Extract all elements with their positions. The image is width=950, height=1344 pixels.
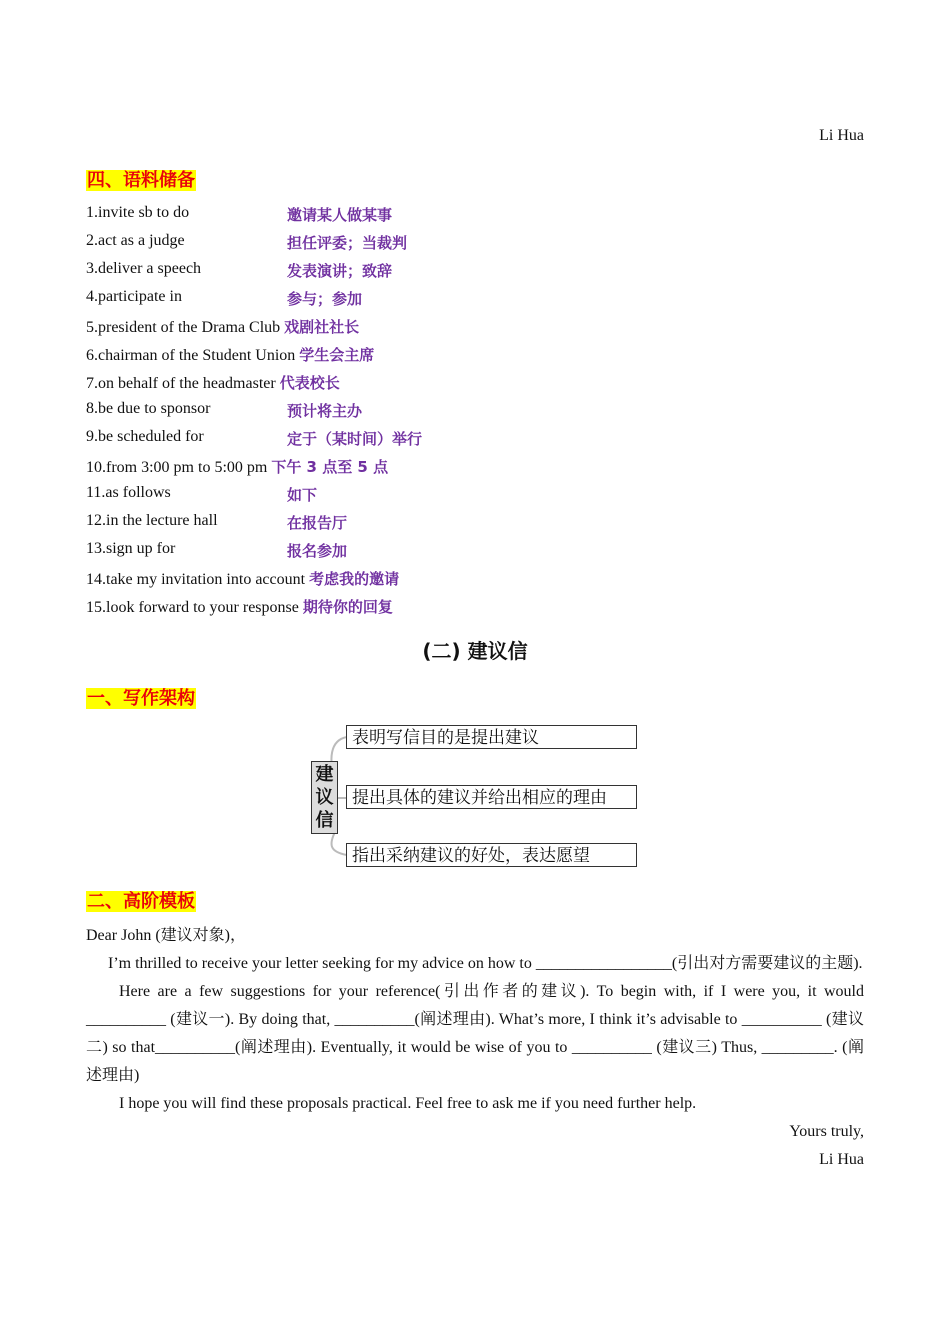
vocab-chinese: 担任评委；当裁判 xyxy=(287,234,408,252)
vocab-english: 12.in the lecture hall xyxy=(86,512,218,529)
vocab-item xyxy=(86,372,340,393)
vocab-item xyxy=(86,484,318,504)
vocab-item xyxy=(86,260,393,280)
diagram-branch-suggestions: 提出具体的建议并给出相应的理由 xyxy=(346,785,637,809)
section1-heading xyxy=(86,684,196,710)
letter-paragraph-2: Here are a few suggestions for your reference(引出作者的建议). To begin with, if I were you, it would __________ (建议一). By doing that, __________(阐述理由). What’s more, I think it’s advisable to __________ (建议二) so that__________(阐述理由). Eventually, it would be wise of you to __________ (建议三) Thus, _________. (阐述理由) xyxy=(86,983,864,1084)
vocab-item xyxy=(86,540,348,560)
vocab-chinese: 邀请某人做某事 xyxy=(287,206,393,224)
vocab-item xyxy=(86,596,393,617)
vocab-english: 13.sign up for xyxy=(86,540,176,557)
letter-paragraph-1: I’m thrilled to receive your letter seeking for my advice on how to _________________(引出对方需要建议的主题). xyxy=(108,955,863,972)
section2-heading xyxy=(86,887,196,913)
vocab-item xyxy=(86,204,393,224)
vocab-english: 2.act as a judge xyxy=(86,232,185,249)
vocab-english: 1.invite sb to do xyxy=(86,204,190,221)
vocab-item xyxy=(86,456,388,477)
vocab-english: 14.take my invitation into account xyxy=(86,571,306,588)
vocab-chinese: 戏剧社社长 xyxy=(284,318,360,336)
diagram-root-char: 议 xyxy=(315,787,334,808)
vocab-item xyxy=(86,568,399,589)
vocab-chinese: 参与；参加 xyxy=(287,290,363,308)
vocab-chinese: 如下 xyxy=(287,486,318,504)
vocab-english: 11.as follows xyxy=(86,484,171,501)
section1-heading-text: 一、写作架构 xyxy=(87,688,195,709)
vocab-chinese: 学生会主席 xyxy=(299,346,375,364)
diagram-branch-benefits: 指出采纳建议的好处，表达愿望 xyxy=(346,843,637,867)
vocab-item xyxy=(86,232,408,252)
vocab-chinese: 报名参加 xyxy=(287,542,348,560)
vocab-english: 5.president of the Drama Club xyxy=(86,319,281,336)
section4-heading-text: 四、语料储备 xyxy=(87,170,195,191)
vocab-chinese: 定于（某时间）举行 xyxy=(287,430,423,448)
letter-signature: Li Hua xyxy=(819,1151,864,1168)
top-signature: Li Hua xyxy=(819,127,864,144)
vocab-chinese: 预计将主办 xyxy=(287,402,363,420)
section2-heading-text: 二、高阶模板 xyxy=(87,891,195,912)
vocab-english: 6.chairman of the Student Union xyxy=(86,347,296,364)
vocab-chinese: 考虑我的邀请 xyxy=(309,570,400,588)
diagram-root-char: 信 xyxy=(315,810,334,831)
vocab-chinese: 下午 3 点至 5 点 xyxy=(271,458,389,476)
vocab-english: 10.from 3:00 pm to 5:00 pm xyxy=(86,459,268,476)
section4-heading xyxy=(86,166,196,192)
vocab-english: 9.be scheduled for xyxy=(86,428,204,445)
vocab-item xyxy=(86,288,363,308)
vocab-item xyxy=(86,344,374,365)
letter-template xyxy=(86,922,864,1174)
vocab-english: 7.on behalf of the headmaster xyxy=(86,375,276,392)
vocab-chinese: 发表演讲；致辞 xyxy=(287,262,393,280)
letter-paragraph-3: I hope you will find these proposals practical. Feel free to ask me if you need further help. xyxy=(119,1095,697,1112)
vocab-english: 8.be due to sponsor xyxy=(86,400,211,417)
vocab-chinese: 在报告厅 xyxy=(287,514,348,532)
letter-closing: Yours truly, xyxy=(789,1123,864,1140)
vocab-item xyxy=(86,316,359,337)
letter-salutation: Dear John (建议对象)， xyxy=(86,927,246,944)
vocab-english: 15.look forward to your response xyxy=(86,599,299,616)
vocab-chinese: 代表校长 xyxy=(279,374,340,392)
vocab-item xyxy=(86,428,423,448)
vocab-english: 3.deliver a speech xyxy=(86,260,202,277)
diagram-root xyxy=(311,761,338,834)
vocab-english: 4.participate in xyxy=(86,288,182,305)
diagram-root-char: 建 xyxy=(315,764,334,785)
diagram-branch-purpose: 表明写信目的是提出建议 xyxy=(346,725,637,749)
vocab-item xyxy=(86,512,348,532)
vocab-item xyxy=(86,400,363,420)
vocab-chinese: 期待你的回复 xyxy=(302,598,393,616)
section-title: (二) 建议信 xyxy=(422,639,528,663)
